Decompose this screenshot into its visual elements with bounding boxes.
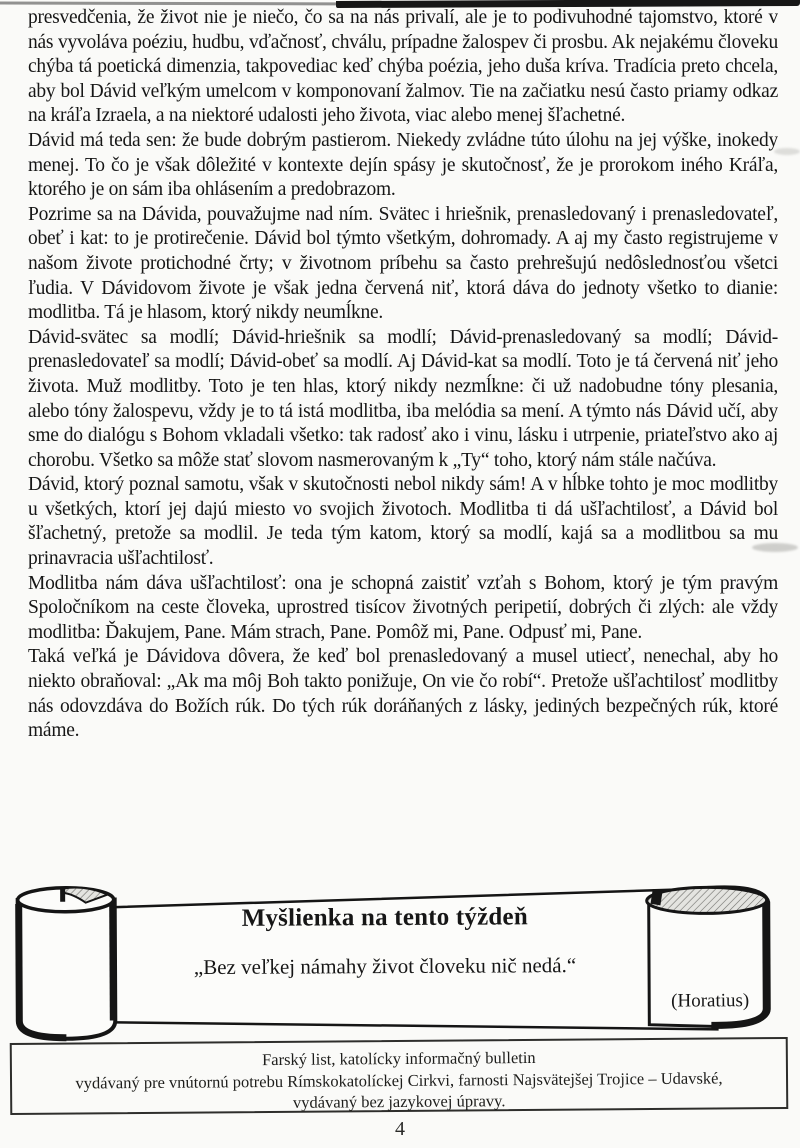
paragraph: Modlitba nám dáva ušľachtilosť: ona je schopná zaistiť vzťah s Bohom, ktorý je tým pravým Spoločníkom na ceste človeka, uprostred tisícov životných peripetií, dobrých či zlých: ale vždy modlitba: Ďakujem, Pane. Mám strach, Pane. Pomôž mi, Pane. Odpusť mi, Pane. — [28, 572, 778, 643]
banner-title: Myšlienka na tento týždeň — [241, 903, 528, 932]
article-body — [28, 6, 778, 880]
banner-attribution: (Horatius) — [671, 990, 750, 1012]
imprint-line-2: vydávaný pre vnútornú potrebu Rímskokatolíckej Cirkvi, farnosti Najsvätejšej Trojice – Udavské, — [75, 1067, 723, 1093]
paragraph: presvedčenia, že život nie je niečo, čo sa na nás privalí, ale je to podivuhodné tajomstvo, ktoré v nás vyvoláva poéziu, hudbu, vďačnosť, chválu, prípadne žalospev či prosbu. Ak nejakému človeku chýba tá poetická dimenzia, takpovediac keď chýba poézia, jeho duša kríva. Tradícia preto chcela, aby bol Dávid veľkým umelcom v komponovaní žalmov. Tie na začiatku nesú často priamy odkaz na kráľa Izraela, a na niektoré udalosti jeho života, viac alebo menej šľachetné. — [28, 7, 778, 127]
paragraph: Dávid-svätec sa modlí; Dávid-hriešnik sa modlí; Dávid-prenasledovaný sa modlí; Dávid-prenasledovateľ sa modlí; Dávid-obeť sa modlí. Aj Dávid-kat sa modlí. Toto je tá červená niť jeho života. Muž modlitby. Toto je ten hlas, ktorý nikdy nezmĺkne: či už nadobudne tóny plesania, alebo tóny žalospevu, vždy je to tá istá modlitba, iba melódia sa mení. A týmto nás Dávid učí, aby sme do dialógu s Bohom vkladali všetko: tak radosť ako i vinu, lásku i utrpenie, priateľstvo ako aj chorobu. Všetko sa môže stať slovom nasmerovaným k „Ty“ toho, ktorý nám stále načúva. — [28, 326, 778, 471]
thought-of-week-banner — [5, 878, 796, 1044]
paragraph: Dávid, ktorý poznal samotu, však v skutočnosti nebol nikdy sám! A v hĺbke tohto je moc modlitby u všetkých, ktorí jej dajú miesto vo svojich životoch. Modlitba ti dá ušľachtilosť, a Dávid bol šľachetný, pretože sa modlil. Je teda tým katom, ktorý sa modlí, kajá sa a modlitbou sa mu prinavracia ušľachtilosť. — [28, 474, 778, 570]
paragraph: Taká veľká je Dávidova dôvera, že keď bol prenasledovaný a musel utiecť, nenechal, aby ho niekto obraňoval: „Ak ma môj Boh takto ponižuje, On vie čo robí“. Pretože ušľachtilosť modlitby nás odovzdáva do Božích rúk. Do tých rúk doráňaných z lásky, jediných bezpečných rúk, ktoré máme. — [28, 646, 778, 742]
imprint-line-3: vydávaný bez jazykovej úpravy. — [292, 1091, 506, 1112]
banner-quote: „Bez veľkej námahy život človeku nič nedá.“ — [193, 953, 577, 980]
paragraph: Dávid má teda sen: že bude dobrým pastierom. Niekedy zvládne túto úlohu na jej výške, inokedy menej. To čo je však dôležité v kontexte dejín spásy je skutočnosť, že je prorokom iného Kráľa, ktorého je on sám iba ohlásením a predobrazom. — [28, 129, 778, 201]
imprint-line-1: Farský list, katolícky informačný bulletin — [261, 1047, 536, 1070]
paragraph: Pozrime sa na Dávida, pouvažujme nad ním. Svätec i hriešnik, prenasledovaný i prenasledovateľ, obeť i kat: to je protirečenie. Dávid bol týmto všetkým, dohromady. A aj my často registrujeme v našom živote protichodné črty; v životnom príbehu sa často prehrešujú nedôslednosťou všetci ľudia. V Dávidovom živote je však jedna červená niť, ktorá dáva do jednoty všetko to dianie: modlitba. Tá je hlasom, ktorý nikdy neumĺkne. — [28, 203, 778, 324]
imprint-box — [10, 1037, 789, 1115]
scan-artifact-top-left — [0, 2, 368, 6]
page-number: 4 — [395, 1118, 405, 1140]
